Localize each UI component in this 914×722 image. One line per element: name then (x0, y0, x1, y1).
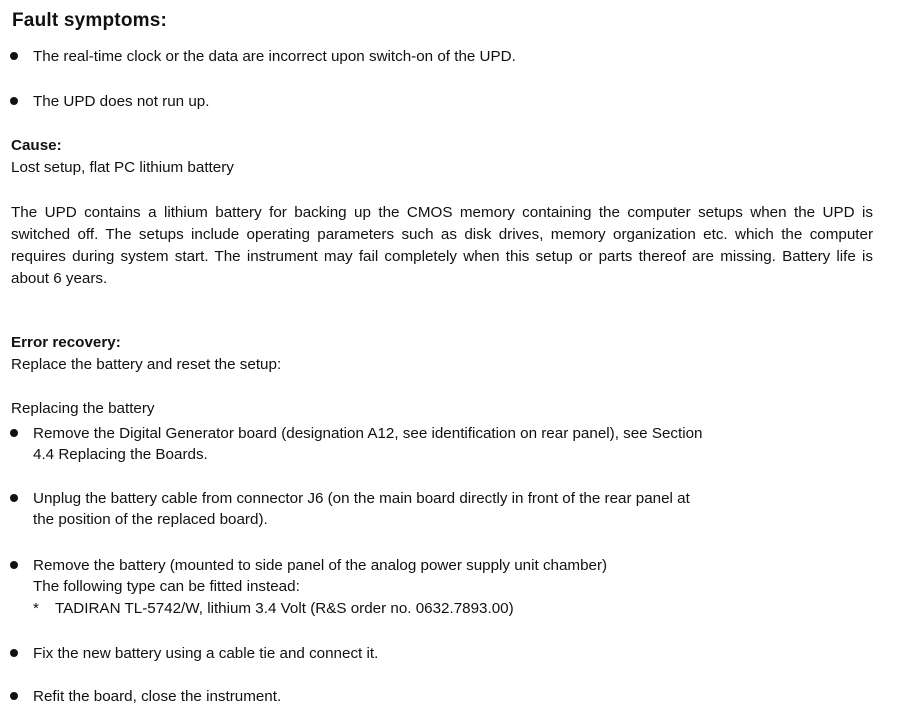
step-text (33, 555, 607, 597)
replacing-battery-subheading: Replacing the battery (11, 400, 155, 417)
step-text: Fix the new battery using a cable tie and connect it. (33, 645, 379, 662)
error-recovery-heading: Error recovery: (11, 334, 121, 351)
replacement-battery-item (33, 598, 514, 619)
step-text (33, 423, 703, 465)
step-line: Remove the battery (mounted to side panel of the analog power supply unit chamber) (33, 557, 608, 574)
cause-heading: Cause: (11, 137, 62, 154)
step-line: 4.4 Replacing the Boards. (33, 446, 208, 463)
step-text (33, 488, 690, 530)
bullet-icon (10, 97, 18, 105)
bullet-icon (10, 494, 18, 502)
asterisk-marker: * (33, 600, 39, 617)
bullet-icon (10, 649, 18, 657)
step-line: Unplug the battery cable from connector J6 (on the main board directly in front of the rear panel at (33, 490, 690, 507)
step-line: the position of the replaced board). (33, 511, 268, 528)
fault-bullet-text: The real-time clock or the data are incorrect upon switch-on of the UPD. (33, 48, 516, 65)
cause-paragraph: The UPD contains a lithium battery for backing up the CMOS memory containing the computer setups when the UPD is switched off. The setups include operating parameters such as disk drives, memory organization etc. which the computer requires during system start. The instrument may fail completely when this setup or parts thereof are missing. Battery life is about 6 years. (11, 204, 873, 287)
replacement-battery-text: TADIRAN TL-5742/W, lithium 3.4 Volt (R&S order no. 0632.7893.00) (55, 600, 514, 617)
bullet-icon (10, 429, 18, 437)
fault-bullet-text: The UPD does not run up. (33, 93, 210, 110)
fault-symptoms-heading: Fault symptoms: (12, 10, 168, 31)
bullet-icon (10, 52, 18, 60)
step-text: Refit the board, close the instrument. (33, 688, 282, 705)
step-line: Remove the Digital Generator board (designation A12, see identification on rear panel), see Section (33, 425, 703, 442)
bullet-icon (10, 561, 18, 569)
step-line: The following type can be fitted instead: (33, 578, 300, 595)
error-recovery-text: Replace the battery and reset the setup: (11, 356, 282, 373)
cause-text: Lost setup, flat PC lithium battery (11, 159, 234, 176)
bullet-icon (10, 692, 18, 700)
